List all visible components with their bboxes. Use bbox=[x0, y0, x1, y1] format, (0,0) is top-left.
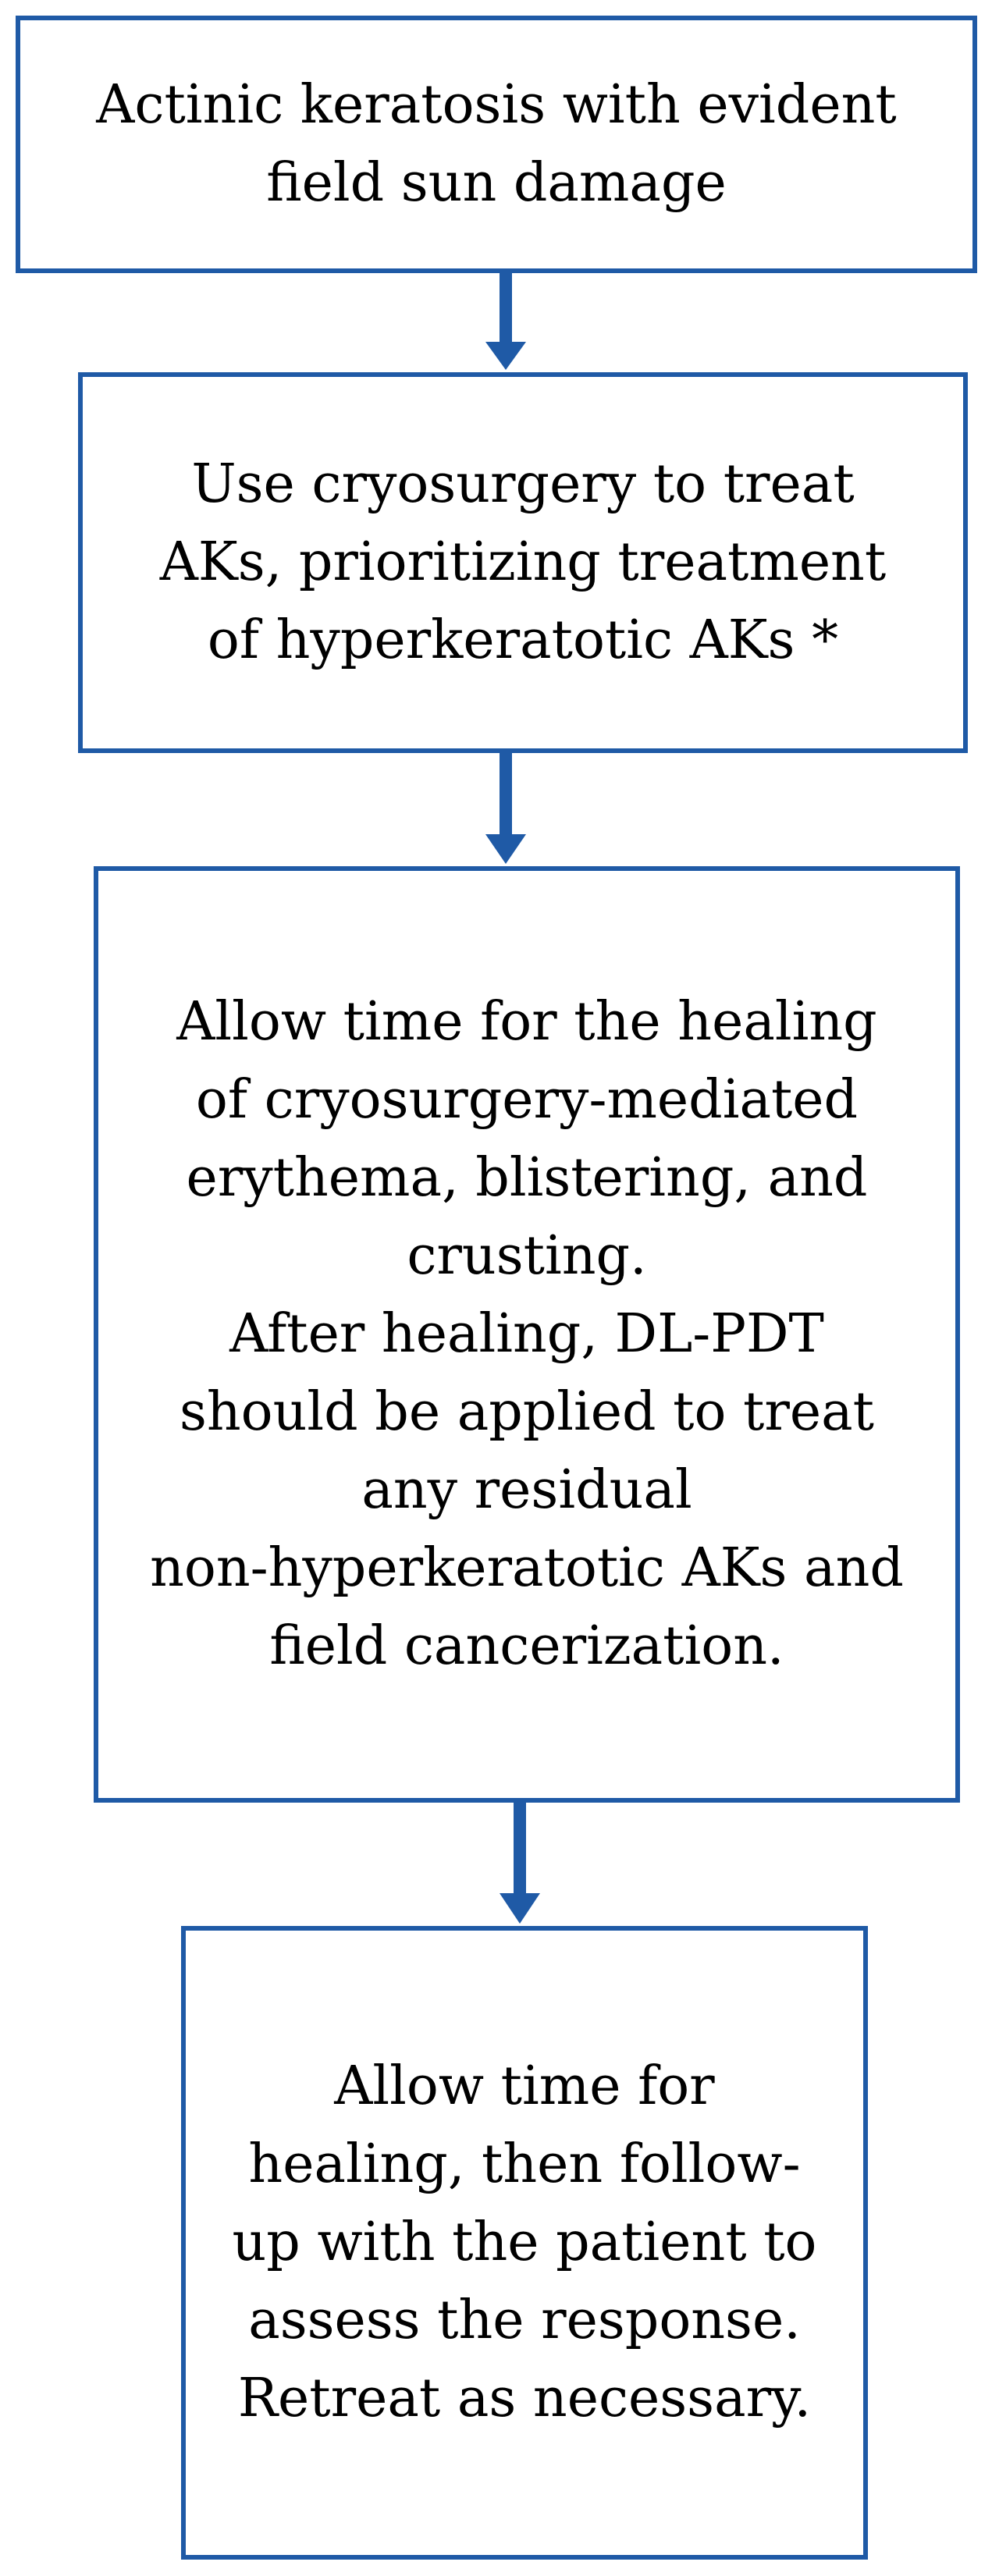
step-2-line: of hyperkeratotic AKs * bbox=[207, 609, 839, 671]
down-arrow-icon bbox=[496, 1803, 543, 1926]
step-3-line: non-hyperkeratotic AKs and bbox=[150, 1537, 904, 1599]
step-3-line: crusting. bbox=[407, 1225, 647, 1287]
step-3-line: of cryosurgery-mediated bbox=[195, 1069, 859, 1131]
step-4-line: healing, then follow- bbox=[248, 2134, 801, 2195]
step-box-4 bbox=[181, 1926, 868, 2560]
step-box-3 bbox=[94, 866, 960, 1803]
step-4-line: assess the response. bbox=[248, 2290, 801, 2351]
step-4-line: Retreat as necessary. bbox=[237, 2368, 812, 2429]
step-3-line: should be applied to treat bbox=[179, 1381, 874, 1443]
step-1-line: Actinic keratosis with evident bbox=[96, 74, 897, 136]
step-3-line: Allow time for the healing bbox=[176, 991, 877, 1053]
step-box-1 bbox=[16, 16, 977, 273]
step-4-line: up with the patient to bbox=[232, 2212, 817, 2273]
step-3-line: After healing, DL-PDT bbox=[229, 1303, 824, 1365]
down-arrow-icon bbox=[482, 273, 529, 372]
down-arrow-icon bbox=[482, 753, 529, 866]
step-3-line: any residual bbox=[361, 1459, 692, 1521]
step-2-line: Use cryosurgery to treat bbox=[191, 453, 855, 515]
step-2-line: AKs, prioritizing treatment bbox=[159, 531, 887, 593]
step-1-line: field sun damage bbox=[266, 152, 727, 214]
step-3-line: erythema, blistering, and bbox=[186, 1147, 868, 1209]
step-box-2 bbox=[78, 372, 968, 753]
step-4-line: Allow time for bbox=[334, 2055, 715, 2117]
step-3-line: field cancerization. bbox=[269, 1615, 784, 1677]
